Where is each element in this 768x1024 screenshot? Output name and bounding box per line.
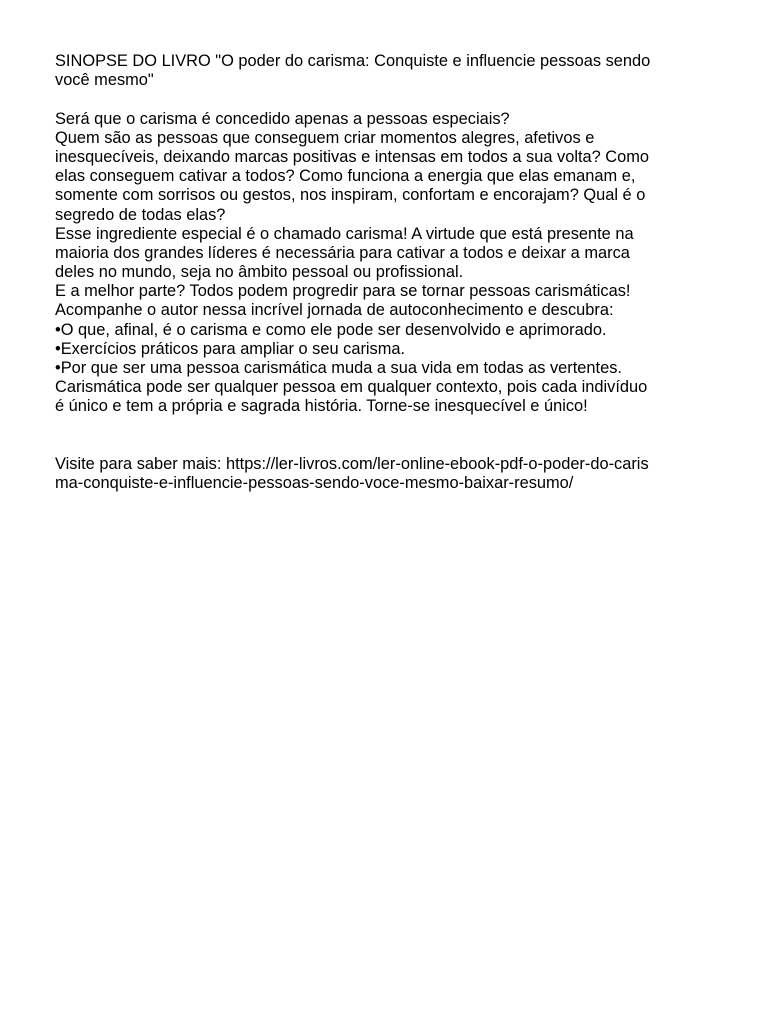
body-line: deles no mundo, seja no âmbito pessoal ou profissional. xyxy=(55,263,464,282)
bullet-item: •O que, afinal, é o carisma e como ele pode ser desenvolvido e aprimorado. xyxy=(55,320,607,339)
body-line: Será que o carisma é concedido apenas a pessoas especiais? xyxy=(55,109,510,128)
more-info-link[interactable] xyxy=(55,455,725,493)
document-page xyxy=(55,52,725,493)
title-line: você mesmo" xyxy=(55,71,154,90)
bullet-item: •Por que ser uma pessoa carismática muda a sua vida em todas as vertentes. xyxy=(55,359,622,377)
body-line: elas conseguem cativar a todos? Como funciona a energia que elas emanam e, xyxy=(55,167,636,186)
body-line: Quem são as pessoas que conseguem criar momentos alegres, afetivos e xyxy=(55,128,595,147)
body-line: maioria dos grandes líderes é necessária para cativar a todos e deixar a marca xyxy=(55,243,630,262)
document-title xyxy=(55,52,725,90)
body-line: Acompanhe o autor nessa incrível jornada de autoconhecimento e descubra: xyxy=(55,301,614,320)
body-line: é único e tem a própria e sagrada história. Torne-se inesquecível e único! xyxy=(55,397,588,416)
body-line: inesquecíveis, deixando marcas positivas e intensas em todos a sua volta? Como xyxy=(55,147,650,166)
bullet-item: •Exercícios práticos para ampliar o seu carisma. xyxy=(55,339,406,358)
title-line: SINOPSE DO LIVRO "O poder do carisma: Conquiste e influencie pessoas sendo xyxy=(55,52,651,70)
link-line[interactable]: Visite para saber mais: https://ler-livros.com/ler-online-ebook-pdf-o-poder-do-caris xyxy=(55,454,649,473)
link-line[interactable]: ma-conquiste-e-influencie-pessoas-sendo-voce-mesmo-baixar-resumo/ xyxy=(55,474,574,493)
body-line: somente com sorrisos ou gestos, nos inspiram, confortam e encorajam? Qual é o xyxy=(55,186,646,205)
body-line: E a melhor parte? Todos podem progredir para se tornar pessoas carismáticas! xyxy=(55,282,631,301)
body-line: Carismática pode ser qualquer pessoa em qualquer contexto, pois cada indivíduo xyxy=(55,378,648,397)
body-line: segredo de todas elas? xyxy=(55,205,226,224)
paragraph-spacer xyxy=(55,417,725,455)
synopsis-body xyxy=(55,110,725,417)
paragraph-spacer xyxy=(55,90,725,109)
body-line: Esse ingrediente especial é o chamado carisma! A virtude que está presente na xyxy=(55,224,634,243)
